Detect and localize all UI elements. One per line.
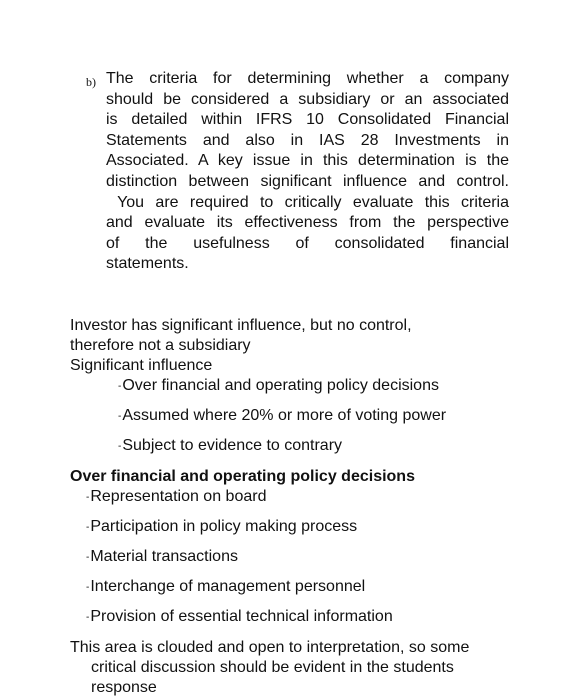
answer-intro-line: Investor has significant influence, but no control, [70, 317, 412, 334]
bullet-dash: - [118, 381, 122, 392]
list-item [86, 607, 393, 628]
bullet-dash: - [86, 612, 90, 623]
list-item-text: Material transactions [90, 548, 238, 565]
question-text [106, 69, 509, 275]
closing-line: This area is clouded and open to interpretation, so some [70, 639, 470, 656]
question-line: of the usefulness of consolidated financial [106, 234, 509, 252]
policy-heading: Over financial and operating policy decisions [70, 468, 415, 485]
list-item [86, 517, 357, 538]
list-item [86, 547, 238, 568]
bullet-dash: - [86, 552, 90, 563]
question-line: Statements and also in IAS 28 Investments in [106, 131, 509, 149]
list-item [86, 577, 365, 598]
question-line: distinction between significant influence and control. [106, 172, 509, 190]
question-line: should be considered a subsidiary or an associated [106, 90, 509, 108]
list-item [86, 487, 266, 508]
closing-line: response [91, 679, 157, 696]
closing-line: critical discussion should be evident in the students [91, 659, 454, 676]
list-item-text: Subject to evidence to contrary [122, 437, 343, 454]
question-line: is detailed within IFRS 10 Consolidated Financial [106, 111, 509, 129]
significant-influence-heading: Significant influence [70, 357, 213, 374]
question-line: You are required to critically evaluate this criteria [106, 193, 509, 211]
list-item [118, 376, 439, 397]
list-item-text: Over financial and operating policy decisions [122, 377, 439, 394]
bullet-dash: - [86, 582, 90, 593]
list-item-text: Representation on board [90, 488, 267, 505]
bullet-dash: - [118, 441, 122, 452]
list-item [118, 406, 446, 427]
list-item-text: Participation in policy making process [90, 518, 358, 535]
list-item-text: Provision of essential technical information [90, 608, 393, 625]
question-line: statements. [106, 255, 189, 273]
list-item-text: Assumed where 20% or more of voting power [122, 407, 447, 424]
bullet-dash: - [118, 411, 122, 422]
answer-intro-line: therefore not a subsidiary [70, 337, 251, 354]
question-line: The criteria for determining whether a company [106, 70, 509, 87]
question-line: Associated. A key issue in this determination is the [106, 152, 509, 170]
question-line: and evaluate its effectiveness from the perspective [106, 214, 509, 232]
list-item-text: Interchange of management personnel [90, 578, 366, 595]
list-item [118, 436, 342, 457]
bullet-dash: - [86, 522, 90, 533]
bullet-dash: - [86, 492, 90, 503]
question-marker: b) [86, 75, 96, 89]
